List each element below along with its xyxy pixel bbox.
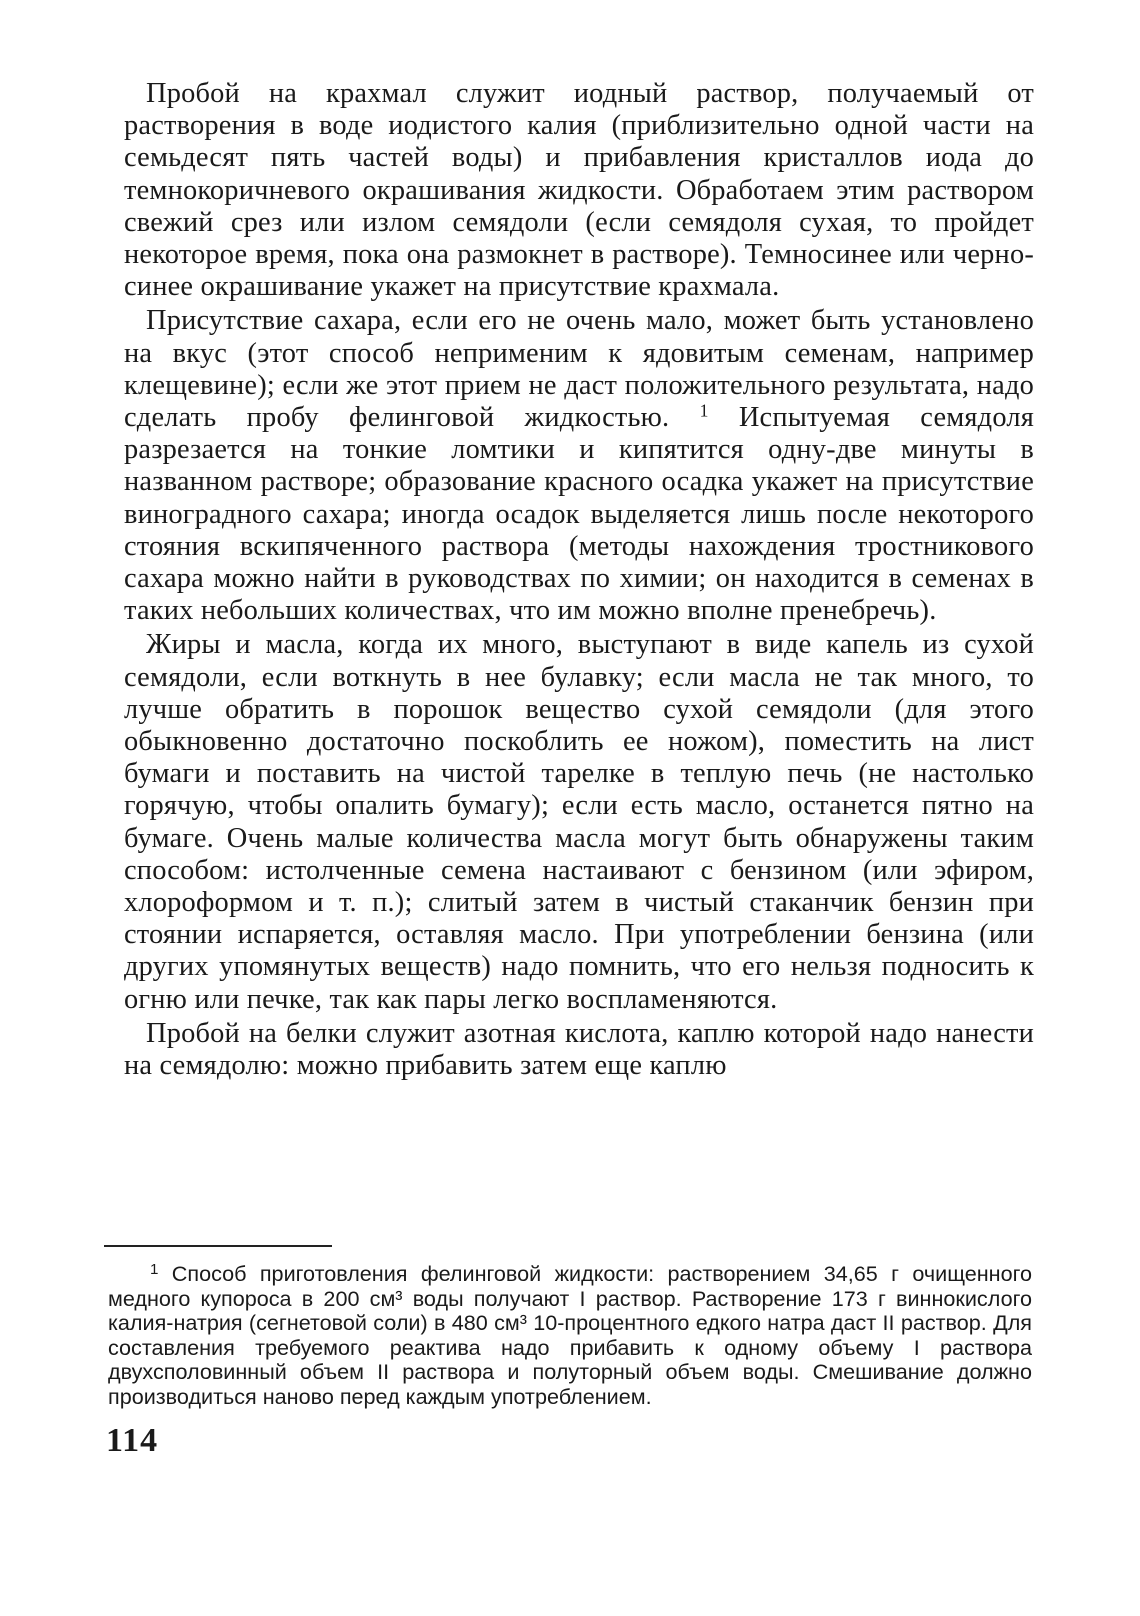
sugar-text-part2: Испытуемая семядоля разрезается на тонкие ломтики и кипятится одну-две минуты в названном растворе; образование красного осадка укажет на присутствие виноградного сахара; иногда осадок выделяется лишь после некоторого стояния вскипяченного раствора (методы нахождения тростникового сахара можно найти в руководствах по химии; он находится в семенах в таких небольших количествах, что им можно вполне пренебречь). [124,402,1034,627]
paragraph-protein-test: Пробой на белки служит азотная кислота, каплю которой надо нанести на семядолю: можно прибавить затем еще каплю [124,1017,1034,1082]
page-number: 114 [106,1422,159,1459]
paragraph-fats-test: Жиры и масла, когда их много, выступают в виде капель из сухой семядоли, если воткнуть в нее булавку; если масла не так много, то лучше обратить в порошок вещество сухой семядоли (для этого обыкновенно достаточно поскоблить ее ножом), поместить на лист бумаги и поставить на чистой тарелке в теплую печь (не настолько горячую, чтобы опалить бумагу); если есть масло, останется пятно на бумаге. Очень малые количества масла могут быть обнаружены таким способом: истолченные семена настаивают с бензином (или эфиром, хлороформом и т. п.); слитый затем в чистый стаканчик бензин при стоянии испаряется, оставляя масло. При употреблении бензина (или других упомянутых веществ) надо помнить, что его нельзя подносить к огню или печке, так как пары легко воспламеняются. [124,629,1034,1015]
paragraph-starch-test: Пробой на крахмал служит иодный раствор, получаемый от растворения в воде иодистого калия (приблизительно одной части на семьдесят пять частей воды) и прибавления кристаллов иода до темнокоричневого окрашивания жидкости. Обработаем этим раствором свежий срез или излом семядоли (если семядоля сухая, то пройдет некоторое время, пока она размокнет в растворе). Темносинее или черно-синее окрашивание укажет на присутствие крахмала. [124,78,1034,303]
footnote-marker: 1 [150,1261,159,1279]
footnote-text: Способ приготовления фелинговой жидкости: растворением 34,65 г очищенного медного купороса в 200 см³ воды получают I раствор. Растворение 173 г виннокислого калия-натрия (сегнетовой соли) в 480 см³ 10-процентного едкого натра даст II раствор. Для составления требуемого реактива надо прибавить к одному объему I раствора двухсполовинный объем II раствора и полуторный объем воды. Смешивание должно производиться наново перед каждым употреблением. [108,1261,1032,1409]
main-text [124,78,1034,1082]
paragraph-sugar-test [124,305,1034,627]
footnote-divider [104,1245,332,1247]
footnote [108,1262,1032,1410]
footnote-reference: 1 [699,400,709,421]
sugar-text-part1: Присутствие сахара, если его не очень мало, может быть установлено на вкус (этот способ неприменим к ядовитым семенам, например клещевине); если же этот прием не даст положительного результата, надо сделать пробу фелинговой жидкостью. [124,305,1034,434]
